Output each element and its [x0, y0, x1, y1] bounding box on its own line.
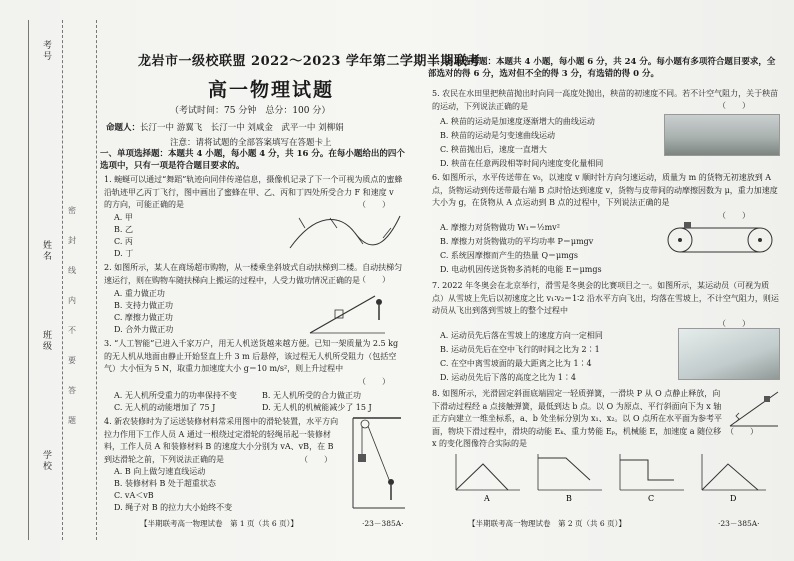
seal-line	[62, 20, 63, 540]
q3-option-d: D. 无人机的机械能减少了 15 J	[262, 403, 372, 412]
section-2-heading: 二、多项选择题：本题共 4 小题，每小题 6 分，共 24 分。每小题有多项符合题目要求，全部选对的得 6 分，选对但不全的得 3 分，有选错的得 0 分。	[428, 57, 776, 79]
answer-blank: （ ）	[358, 200, 390, 209]
answer-blank: （ ）	[726, 427, 758, 436]
q1-option-a: A. 甲	[114, 213, 133, 222]
page-1	[100, 0, 481, 561]
q7-option-a: A. 运动员先后落在雪坡上的速度方向一定相同	[440, 331, 603, 340]
answer-blank: （ ）	[718, 211, 750, 220]
question-8: 8. 如图所示，光滑固定斜面底端固定一轻质弹簧，一滑块 P 从 O 点静止释放，向下滑动过程经 a 点接触弹簧，最低到达 b 点。以 O 为原点、平行斜面向下为 x 轴正方向建立一维坐标系，a、b 处坐标分别为 x₁、x₂。以 O 点所在水平面为参考平面，物块下滑过程中，滑块的动能 Eₖ、重力势能 Eₚ，机械能 E，加速度 a 随位移 x 的变化图像符合实际的是	[432, 389, 723, 448]
kaohao-label: 考号	[41, 40, 51, 62]
section-1-heading: 一、单项选择题：本题共 4 小题，每小题 4 分，共 16 分。在每小题给出的四个选项中，只有一项是符合题目要求的。	[100, 149, 405, 171]
q6-conveyor-figure	[666, 222, 774, 258]
authors-names: 长汀一中 游翼飞 长汀一中 刘咸金 武平一中 刘柳娟	[140, 123, 344, 133]
q1-option-d: D. 丁	[114, 249, 134, 258]
q3-option-b: B. 无人机所受的合力做正功	[262, 391, 361, 400]
q2-option-b: B. 支持力做正功	[114, 301, 173, 310]
q2-option-c: C. 摩擦力做正功	[114, 313, 173, 322]
exam-notice: 注意：请将试题的全部答案填写在答题卡上	[170, 138, 332, 148]
binding-line	[28, 20, 29, 540]
graph-d	[702, 454, 766, 490]
q5-option-a: A. 秧苗的运动是加速度逐渐增大的曲线运动	[440, 117, 595, 126]
page-1-code: ·23－385A·	[362, 519, 404, 528]
seal-char: 内	[68, 296, 76, 305]
q6-option-c: C. 系统因摩擦而产生的热量 Q＝μmgs	[440, 251, 579, 260]
question-1: 1. 蜿蜒可以通过“舞蹈”轨迹向同伴传递信息，摄像机记录了下一个可视为质点的蜜蜂沿轨迹甲乙丙丁飞行，图中画出了蜜蜂在甲、乙、丙和丁四处所受合力 F 和速度 v 的方向，可能正确的是	[104, 175, 403, 209]
q3-option-c: C. 无人机的动能增加了 75 J	[114, 403, 216, 412]
answer-blank: （ ）	[718, 319, 750, 328]
q1-trajectory-figure	[285, 208, 405, 256]
q2-escalator-figure	[305, 288, 390, 338]
seal-char: 封	[68, 236, 76, 245]
answer-blank: （ ）	[718, 101, 750, 110]
q2-option-d: D. 合外力做正功	[114, 325, 174, 334]
school-label: 学校	[41, 450, 51, 472]
page-2	[428, 0, 784, 561]
q4-option-b: B. 装修材料 B 处于超重状态	[114, 479, 216, 488]
exam-title: 龙岩市一级校联盟 2022～2023 学年第二学期半期联考	[138, 54, 481, 69]
exam-meta: （考试时间：75 分钟 总分：100 分）	[170, 106, 331, 116]
question-7: 7. 2022 年冬奥会在北京举行，滑雪是冬奥会的比赛项目之一。如图所示，某运动员（可视为质点）从雪坡上先后以初速度之比 v₁∶v₂＝1∶2 沿水平方向飞出，均落在雪坡上，不计空气阻力，则运动员从飞出到落到雪坡上的整个过程中	[432, 281, 779, 315]
answer-blank: （ ）	[300, 455, 332, 464]
seal-char: 密	[68, 206, 76, 215]
graph-c	[620, 454, 684, 490]
q8-graphs	[448, 450, 768, 502]
answer-blank: （ ）	[358, 377, 390, 386]
question-3: 3. “人工智能”已进入千家万户，用无人机送货越来越方便。已知一架质量为 2.5 kg 的无人机从地面由静止开始竖直上升 3 m 后悬停，该过程无人机所受阻力（包括空气）大小恒为 5 N，取重力加速度大小 g＝10 m/s²，则上升过程中	[104, 339, 399, 373]
q7-option-c: C. 在空中离雪坡面的最大距离之比为 1∶4	[440, 359, 592, 368]
q5-rice-field-photo	[664, 114, 780, 156]
exam-subject: 高一物理试题	[208, 79, 335, 101]
q3-option-a: A. 无人机所受重力的功率保持不变	[114, 391, 237, 400]
binding-strip	[0, 0, 100, 561]
graph-label: D	[730, 494, 737, 502]
q8-incline-figure	[728, 386, 780, 430]
question-6: 6. 如图所示，水平传送带在 v₀，以速度 v 顺时针方向匀速运动，质量为 m 的货物无初速放到 A 点，货物运动到传送带最右端 B 点时恰达到速度 v，货物与皮带间的动摩擦因数为 μ，重力加速度大小为 g，在货物从 A 点运动到 B 点的过程中，下列说法正确的是	[432, 173, 778, 207]
name-label: 姓名	[41, 240, 51, 262]
q6-option-a: A. 摩擦力对货物做功 W₁＝½mv²	[440, 223, 560, 232]
q5-option-c: C. 秧苗抛出后，速度一直增大	[440, 145, 547, 154]
question-5: 5. 农民在水田里把秧苗抛出时向同一高度处抛出，秧苗的初速度不同。若不计空气阻力，关于秧苗的运动，下列说法正确的是	[432, 89, 779, 111]
q4-option-a: A. B 向上做匀速直线运动	[114, 467, 206, 476]
seal-char: 要	[68, 356, 76, 365]
q5-option-b: B. 秧苗的运动是匀变速曲线运动	[440, 131, 555, 140]
exam-authors	[106, 121, 344, 133]
q6-option-b: B. 摩擦力对货物做功的平均功率 P＝μmgv	[440, 237, 594, 246]
q5-option-d: D. 秧苗在任意两段相等时间内速度变化量相同	[440, 159, 604, 168]
graph-label: A	[484, 494, 490, 502]
q4-option-c: C. vA＜vB	[114, 491, 154, 500]
q1-option-c: C. 丙	[114, 237, 133, 246]
class-label: 班级	[41, 330, 51, 352]
answer-blank: （ ）	[358, 275, 390, 284]
seal-line	[96, 20, 97, 540]
seal-char: 题	[68, 416, 76, 425]
q7-option-d: D. 运动员先后下落的高度之比为 1∶4	[440, 373, 576, 382]
q7-ski-slope-photo	[678, 328, 780, 380]
seal-char: 不	[68, 326, 76, 335]
q7-option-b: B. 运动员先后在空中飞行的时间之比为 2∶1	[440, 345, 600, 354]
graph-label: C	[648, 494, 655, 502]
page-2-code: ·23－385A·	[718, 519, 760, 528]
seal-char: 线	[68, 266, 76, 275]
page-1-footer: 【半期联考高一物理试卷 第 1 页（共 6 页）】	[140, 519, 298, 528]
page-2-footer: 【半期联考高一物理试卷 第 2 页（共 6 页）】	[468, 519, 626, 528]
question-4: 4. 新农装修时为了运送装修材料常采用图中的滑轮装置，水平方向拉力作用下工作人员 A 通过一根绕过定滑轮的轻绳吊起一装修材料，工作人员 A 和装修材料 B 的速度大小分别为 vA、vB，在 B 到达滑轮之前，下列说法正确的是	[104, 417, 339, 464]
q4-pulley-figure	[345, 412, 407, 512]
graph-b	[538, 454, 602, 490]
q2-option-a: A. 重力做正功	[114, 289, 165, 298]
q4-option-d: D. 绳子对 B 的拉力大小始终不变	[114, 503, 233, 512]
q1-option-b: B. 乙	[114, 225, 133, 234]
question-2: 2. 如图所示，某人在商场超市购物，从一楼乘坐斜坡式自动扶梯到二楼。自动扶梯匀速运行，则在购物车随扶梯向上搬运的过程中，人受力做功情况正确的是	[104, 263, 403, 285]
graph-label: B	[566, 494, 572, 502]
seal-char: 答	[68, 386, 76, 395]
q6-option-d: D. 电动机因传送货物多消耗的电能 E＝μmgs	[440, 265, 602, 274]
graph-a	[456, 454, 520, 490]
authors-label: 命题人：	[106, 123, 141, 133]
